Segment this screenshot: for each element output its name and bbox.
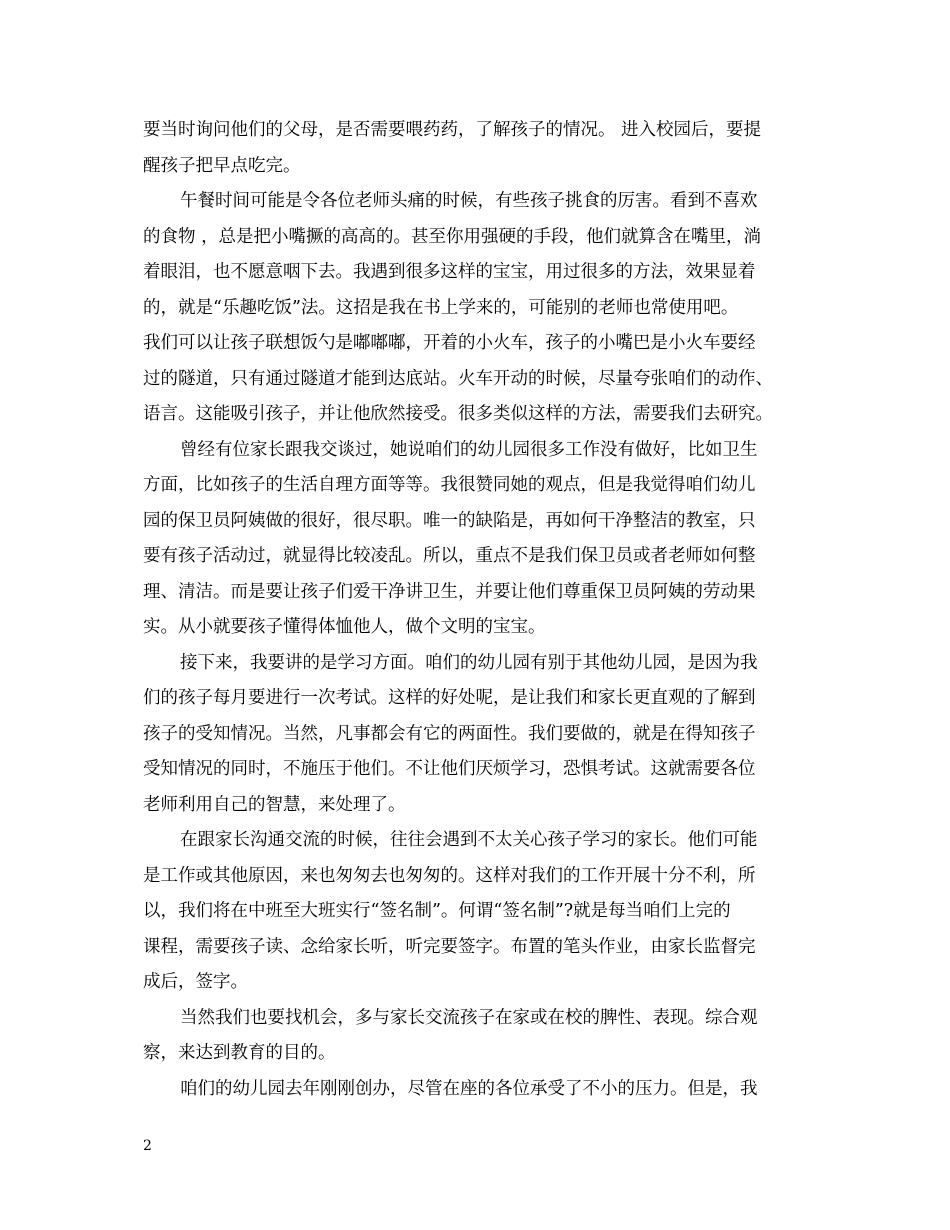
text-line: 以，我们将在中班至大班实行“签名制”。何谓“签名制”?就是每当咱们上完的	[143, 901, 731, 921]
text-line: 语言。这能吸引孩子，并让他欣然接受。很多类似这样的方法，需要我们去研究。	[143, 404, 773, 424]
text-line: 着眼泪，也不愿意咽下去。我遇到很多这样的宝宝，用过很多的方法，效果显着	[143, 262, 756, 282]
text-line: 醒孩子把早点吃完。	[143, 155, 301, 176]
text-line: 实。从小就要孩子懂得体恤他人，做个文明的宝宝。	[143, 617, 546, 637]
body-text	[143, 113, 813, 1107]
text-line: 孩子的受知情况。当然，凡事都会有它的两面性。我们要做的，就是在得知孩子	[143, 723, 756, 744]
text-line: 过的隧道，只有通过隧道才能到达底站。火车开动的时候，尽量夸张咱们的动作、	[143, 368, 773, 389]
text-line: 我们可以让孩子联想饭勺是嘟嘟嘟，开着的小火车，孩子的小嘴巴是小火车要经	[143, 333, 756, 353]
text-line: 察，来达到教育的目的。	[143, 1043, 336, 1063]
text-line: 老师利用自己的智慧，来处理了。	[143, 794, 406, 815]
text-line: 接下来，我要讲的是学习方面。咱们的幼儿园有别于其他幼儿园，是因为我	[180, 652, 758, 673]
text-line: 成后，签字。	[143, 972, 248, 992]
text-line: 们的孩子每月要进行一次考试。这样的好处呢，是让我们和家长更直观的了解到	[143, 688, 756, 708]
text-line: 曾经有位家长跟我交谈过，她说咱们的幼儿园很多工作没有做好，比如卫生	[180, 439, 758, 460]
text-line: 的，就是“乐趣吃饭”法。这招是我在书上学来的，可能别的老师也常使用吧。	[143, 297, 739, 318]
text-line: 要当时询问他们的父母，是否需要喂药药，了解孩子的情况。 进入校园后，要提	[143, 120, 762, 140]
text-line: 理、清洁。而是要让孩子们爱干净讲卫生，并要让他们尊重保卫员阿姨的劳动果	[143, 581, 756, 602]
text-line: 当然我们也要找机会，多与家长交流孩子在家或在校的脾性、表现。综合观	[180, 1007, 758, 1028]
text-line: 方面，比如孩子的生活自理方面等等。我很赞同她的观点，但是我觉得咱们幼儿	[143, 475, 756, 495]
text-line: 咱们的幼儿园去年刚刚创办，尽管在座的各位承受了不小的压力。但是，我	[180, 1078, 758, 1099]
text-line: 受知情况的同时，不施压于他们。不让他们厌烦学习，恐惧考试。这就需要各位	[143, 759, 756, 779]
text-line: 要有孩子活动过，就显得比较凌乱。所以，重点不是我们保卫员或者老师如何整	[143, 546, 756, 566]
text-line: 的食物 ，总是把小嘴撅的高高的。甚至你用强硬的手段，他们就算含在嘴里，淌	[143, 226, 762, 247]
text-line: 是工作或其他原因，来也匆匆去也匆匆的。这样对我们的工作开展十分不利，所	[143, 865, 756, 886]
text-line: 午餐时间可能是令各位老师头痛的时候，有些孩子挑食的厉害。看到不喜欢	[180, 191, 758, 211]
text-line: 在跟家长沟通交流的时候，往往会遇到不太关心孩子学习的家长。他们可能	[180, 830, 758, 850]
text-line: 课程，需要孩子读、念给家长听，听完要签字。布置的笔头作业，由家长监督完	[143, 936, 756, 957]
text-line: 园的保卫员阿姨做的很好，很尽职。唯一的缺陷是，再如何干净整洁的教室，只	[143, 510, 756, 531]
page-number: 2	[143, 1138, 152, 1154]
